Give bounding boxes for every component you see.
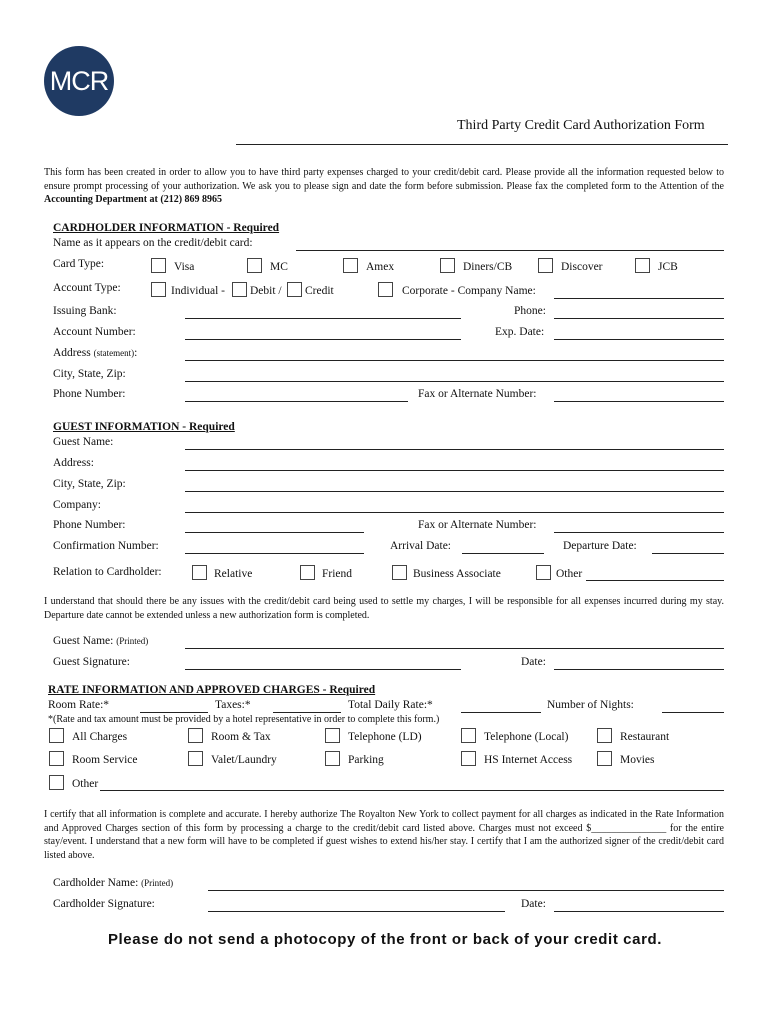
valet-laundry-checkbox[interactable] (188, 751, 203, 766)
cardholder-fax-label: Fax or Alternate Number: (418, 388, 537, 400)
taxes-label: Taxes:* (215, 699, 251, 711)
nights-field[interactable] (662, 712, 724, 713)
amex-checkbox[interactable] (343, 258, 358, 273)
cardholder-phone-field[interactable] (554, 318, 724, 319)
diners-label: Diners/CB (463, 261, 513, 273)
room-tax-checkbox[interactable] (188, 728, 203, 743)
understand-paragraph: I understand that should there be any issues with the credit/debit card being used to settle my charges, I will be responsible for all expenses incurred during my stay. Departure date cannot be extended unless a new authorization form is completed. (44, 596, 724, 621)
telephone-ld-label: Telephone (LD) (348, 731, 422, 743)
arrival-field[interactable] (462, 553, 544, 554)
guest-date-label: Date: (521, 656, 546, 668)
friend-checkbox[interactable] (300, 565, 315, 580)
nights-label: Number of Nights: (547, 699, 634, 711)
guest-printed-name-text: Guest Name: (53, 635, 114, 647)
issuing-bank-field[interactable] (185, 318, 461, 319)
guest-printed-name-field[interactable] (185, 648, 724, 649)
cardholder-address-field[interactable] (185, 360, 724, 361)
movies-checkbox[interactable] (597, 751, 612, 766)
intro-paragraph (44, 166, 724, 207)
confirmation-field[interactable] (185, 553, 364, 554)
other-charges-label: Other (72, 778, 99, 790)
mc-checkbox[interactable] (247, 258, 262, 273)
cardholder-name-label: Name as it appears on the credit/debit card: (53, 237, 253, 249)
cardholder-city-label: City, State, Zip: (53, 368, 126, 380)
guest-phone-field[interactable] (185, 532, 364, 533)
logo-text: MCR (49, 65, 109, 96)
amex-label: Amex (366, 261, 395, 273)
hs-internet-label: HS Internet Access (484, 754, 573, 766)
credit-checkbox[interactable] (287, 282, 302, 297)
total-daily-field[interactable] (461, 712, 541, 713)
other-relation-label: Other (556, 568, 583, 580)
valet-laundry-label: Valet/Laundry (211, 754, 277, 766)
restaurant-checkbox[interactable] (597, 728, 612, 743)
cardholder-printed-name-label (53, 877, 173, 889)
guest-address-field[interactable] (185, 470, 724, 471)
cardholder-printed-name-field[interactable] (208, 890, 724, 891)
guest-heading: GUEST INFORMATION - Required (53, 421, 235, 433)
discover-label: Discover (561, 261, 603, 273)
cardholder-phone-number-label: Phone Number: (53, 388, 126, 400)
cardholder-printed-name-text: Cardholder Name: (53, 877, 139, 889)
guest-name-field[interactable] (185, 449, 724, 450)
exp-date-field[interactable] (554, 339, 724, 340)
guest-printed-name-label (53, 635, 148, 647)
hs-internet-checkbox[interactable] (461, 751, 476, 766)
all-charges-checkbox[interactable] (49, 728, 64, 743)
business-associate-label: Business Associate (413, 568, 501, 580)
guest-signature-field[interactable] (185, 669, 461, 670)
address-colon: : (134, 347, 138, 359)
intro-fax-number: Accounting Department at (212) 869 8965 (44, 194, 223, 205)
cardholder-date-label: Date: (521, 898, 546, 910)
certify-paragraph: I certify that all information is complete and accurate. I hereby authorize The Royalton New York to collect payment for all charges as indicated in the Rate Information and Approved Charges section of this form by processing a charge to the credit/debit card listed above. Charges must not exceed $_______________ for the entire stay/event. I understand that a new form will have to be completed if guest wishes to extend his/her stay. I certify that I am the authorized signer of the credit/debit card listed above. (44, 809, 724, 861)
room-service-checkbox[interactable] (49, 751, 64, 766)
guest-address-label: Address: (53, 457, 94, 469)
mc-label: MC (270, 261, 288, 273)
telephone-local-label: Telephone (Local) (484, 731, 569, 743)
guest-city-label: City, State, Zip: (53, 478, 126, 490)
all-charges-label: All Charges (72, 731, 128, 743)
cardholder-name-field[interactable] (296, 250, 724, 251)
company-name-field[interactable] (554, 298, 724, 299)
visa-checkbox[interactable] (151, 258, 166, 273)
telephone-ld-checkbox[interactable] (325, 728, 340, 743)
departure-label: Departure Date: (563, 540, 637, 552)
debit-label: Debit / (250, 285, 282, 297)
guest-phone-label: Phone Number: (53, 519, 126, 531)
confirmation-label: Confirmation Number: (53, 540, 159, 552)
jcb-label: JCB (658, 261, 678, 273)
guest-company-field[interactable] (185, 512, 724, 513)
jcb-checkbox[interactable] (635, 258, 650, 273)
address-statement-note: (statement) (93, 348, 135, 358)
business-associate-checkbox[interactable] (392, 565, 407, 580)
account-number-field[interactable] (185, 339, 461, 340)
diners-checkbox[interactable] (440, 258, 455, 273)
departure-field[interactable] (652, 553, 724, 554)
issuing-bank-label: Issuing Bank: (53, 305, 117, 317)
guest-fax-label: Fax or Alternate Number: (418, 519, 537, 531)
corporate-checkbox[interactable] (378, 282, 393, 297)
parking-label: Parking (348, 754, 384, 766)
taxes-field[interactable] (273, 712, 341, 713)
cardholder-date-field[interactable] (554, 911, 724, 912)
movies-label: Movies (620, 754, 655, 766)
rate-heading: RATE INFORMATION AND APPROVED CHARGES - Required (48, 684, 376, 696)
individual-checkbox[interactable] (151, 282, 166, 297)
cardholder-fax-field[interactable] (554, 401, 724, 402)
address-label-text: Address (53, 347, 91, 359)
card-type-label: Card Type: (53, 258, 105, 270)
guest-name-label: Guest Name: (53, 436, 114, 448)
rate-note: *(Rate and tax amount must be provided by a hotel representative in order to complete this form.) (48, 714, 440, 725)
intro-text: This form has been created in order to allow you to have third party expenses charged to your credit/debit card. Please provide all the information requested below to ensure prompt processing of your authorization. We ask you to please sign and date the form before submission. Please fax the completed form to the Attention of the (44, 167, 724, 192)
other-relation-checkbox[interactable] (536, 565, 551, 580)
guest-printed-note: (Printed) (116, 636, 149, 646)
guest-signature-label: Guest Signature: (53, 656, 130, 668)
discover-checkbox[interactable] (538, 258, 553, 273)
cardholder-signature-label: Cardholder Signature: (53, 898, 155, 910)
corporate-label: Corporate - Company Name: (402, 285, 536, 297)
other-relation-field[interactable] (586, 580, 724, 581)
guest-date-field[interactable] (554, 669, 724, 670)
guest-fax-field[interactable] (554, 532, 724, 533)
account-number-label: Account Number: (53, 326, 136, 338)
debit-checkbox[interactable] (232, 282, 247, 297)
cardholder-heading: CARDHOLDER INFORMATION - Required (53, 222, 280, 234)
room-tax-label: Room & Tax (211, 731, 271, 743)
relative-label: Relative (214, 568, 253, 580)
photocopy-warning: Please do not send a photocopy of the front or back of your credit card. (107, 931, 663, 948)
total-daily-label: Total Daily Rate:* (348, 699, 433, 711)
account-type-label: Account Type: (53, 282, 121, 294)
room-rate-label: Room Rate:* (48, 699, 110, 711)
cardholder-phone-number-field[interactable] (185, 401, 408, 402)
relation-label: Relation to Cardholder: (53, 566, 162, 578)
individual-label: Individual - (171, 285, 225, 297)
guest-company-label: Company: (53, 499, 101, 511)
arrival-label: Arrival Date: (390, 540, 451, 552)
restaurant-label: Restaurant (620, 731, 670, 743)
cardholder-signature-field[interactable] (208, 911, 505, 912)
telephone-local-checkbox[interactable] (461, 728, 476, 743)
cardholder-phone-label: Phone: (514, 305, 546, 317)
relative-checkbox[interactable] (192, 565, 207, 580)
address-label (53, 347, 137, 359)
visa-label: Visa (174, 261, 195, 273)
exp-date-label: Exp. Date: (495, 326, 545, 338)
room-rate-field[interactable] (140, 712, 208, 713)
parking-checkbox[interactable] (325, 751, 340, 766)
credit-label: Credit (305, 285, 334, 297)
cardholder-city-field[interactable] (185, 381, 724, 382)
title-rule (236, 144, 728, 145)
guest-city-field[interactable] (185, 491, 724, 492)
other-charges-checkbox[interactable] (49, 775, 64, 790)
mcr-logo (44, 46, 114, 116)
room-service-label: Room Service (72, 754, 138, 766)
form-title: Third Party Credit Card Authorization Form (457, 118, 705, 133)
cardholder-printed-note: (Printed) (141, 878, 174, 888)
other-charges-field[interactable] (100, 790, 724, 791)
friend-label: Friend (322, 568, 353, 580)
